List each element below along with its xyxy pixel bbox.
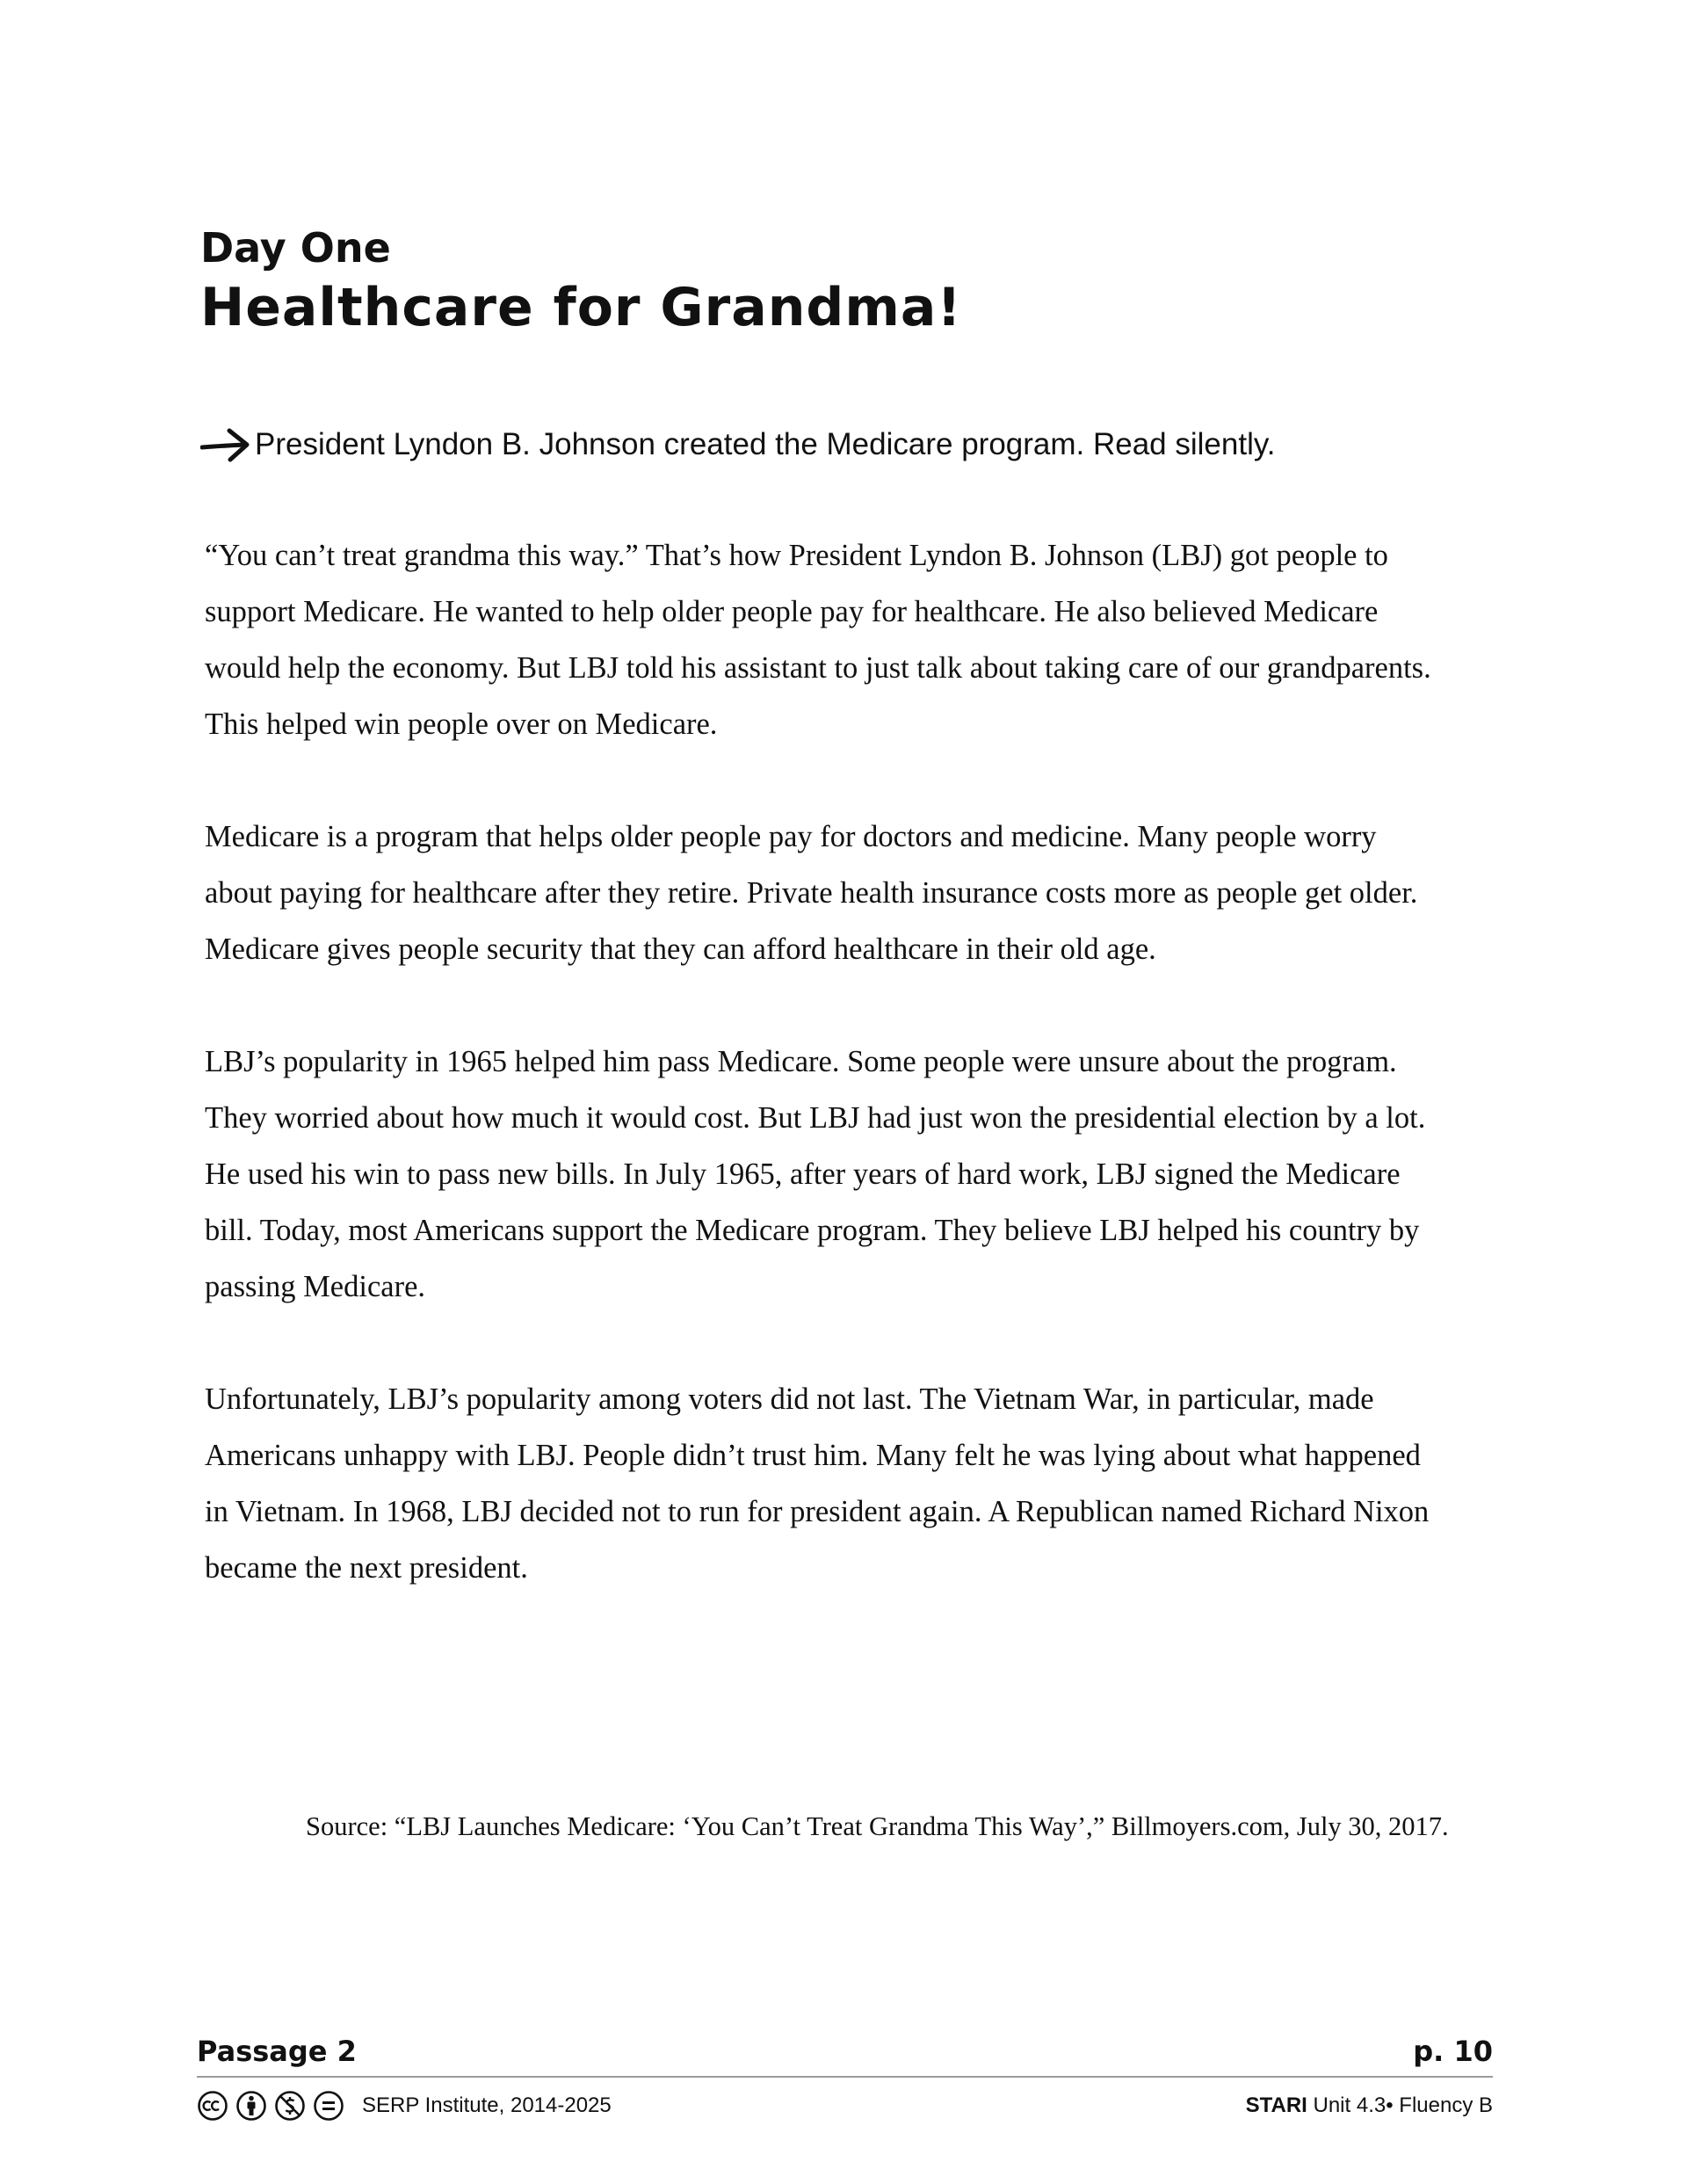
source-citation: Source: “LBJ Launches Medicare: ‘You Can’t Treat Grandma This Way’,” Billmoyers.com, July 30, 2017. — [306, 1811, 1449, 1841]
day-label: Day One — [200, 224, 391, 272]
series-brand: STARI — [1245, 2093, 1307, 2117]
passage-label: Passage 2 — [197, 2035, 357, 2068]
page-number: p. 10 — [1413, 2035, 1493, 2068]
instruction-text: President Lyndon B. Johnson created the Medicare program. Read silently. — [255, 427, 1276, 461]
passage-paragraph: “You can’t treat grandma this way.” That’s how President Lyndon B. Johnson (LBJ) got people to support Medicare. He wanted to help older people pay for healthcare. He also believed Medicare would help the economy. But LBJ told his assistant to just talk about taking care of our grandparents. This helped win people over on Medicare. — [205, 539, 1431, 741]
passage — [205, 527, 1435, 1652]
arrow-right-icon — [200, 425, 251, 464]
series-detail: Unit 4.3• Fluency B — [1313, 2093, 1493, 2117]
footer-top — [197, 2032, 1493, 2071]
passage-paragraph: LBJ’s popularity in 1965 helped him pass Medicare. Some people were unsure about the program. They worried about how much it would cost. But LBJ had just won the presidential election by a lot. He used his win to pass new bills. In July 1965, after years of hard work, LBJ signed the Medicare bill. Today, most Americans support the Medicare program. They believe LBJ helped his country by passing Medicare. — [205, 1045, 1426, 1303]
passage-paragraph: Unfortunately, LBJ’s popularity among voters did not last. The Vietnam War, in particular, made Americans unhappy with LBJ. People didn’t trust him. Many felt he was lying about what happened in Vietnam. In 1968, LBJ decided not to run for president again. A Republican named Richard Nixon became the next president. — [205, 1382, 1430, 1585]
series-label — [1246, 2086, 1493, 2125]
license-badges — [197, 2086, 612, 2125]
noncommercial-icon — [274, 2090, 306, 2122]
instruction — [200, 425, 1275, 464]
copyright-text: SERP Institute, 2014-2025 — [362, 2093, 612, 2117]
page-title: Healthcare for Grandma! — [200, 277, 962, 338]
passage-paragraph: Medicare is a program that helps older people pay for doctors and medicine. Many people worry about paying for healthcare after they retire. Private health insurance costs more as people get older. Medicare gives people security that they can afford healthcare in their old age. — [205, 820, 1418, 966]
cc-icon — [197, 2090, 228, 2122]
footer-bottom — [197, 2086, 1493, 2125]
attribution-icon — [235, 2090, 267, 2122]
noderivatives-icon — [313, 2090, 344, 2122]
footer-divider — [197, 2076, 1493, 2078]
